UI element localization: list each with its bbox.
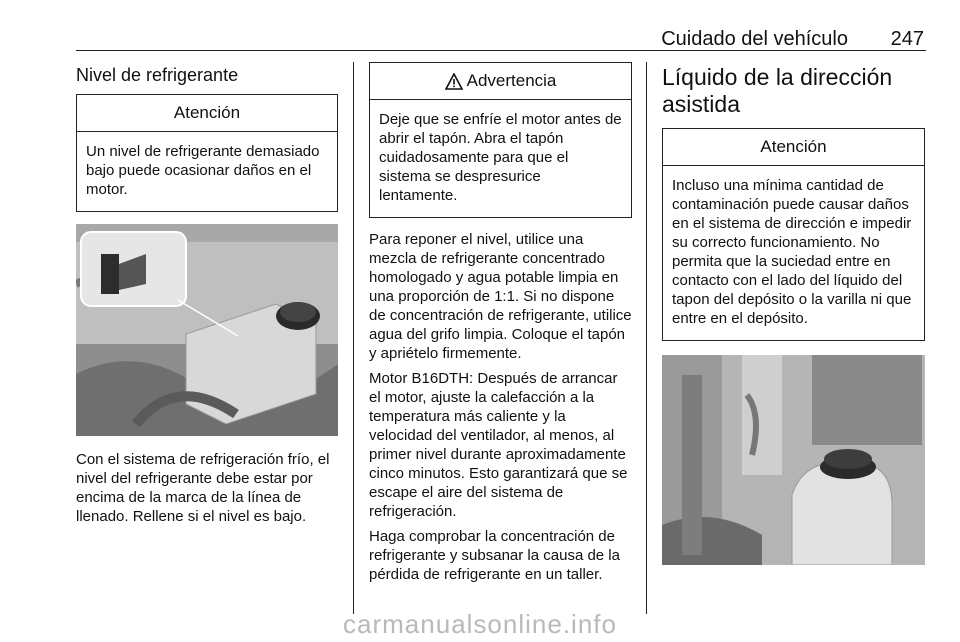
- page-header: [76, 0, 926, 51]
- watermark: carmanualsonline.info: [343, 609, 617, 639]
- notice-heading: [663, 129, 924, 166]
- column-divider: [646, 62, 647, 614]
- notice-box: [662, 128, 925, 341]
- coolant-reservoir-photo: [76, 224, 338, 436]
- warning-heading-text: Advertencia: [466, 71, 557, 90]
- notice-heading-text: Atención: [760, 137, 827, 156]
- column-2: [369, 62, 632, 590]
- header-title: Cuidado del vehículo: [661, 28, 848, 50]
- engine-b16dth-paragraph: Motor B16DTH: Después de arrancar el motor, ajuste la calefacción a la temperatura más caliente y la velocidad del ventilador, al menos, al primer nivel durante aproximadamente cinco minutos. Esto garantizará que se escape el aire del sistema de refrigeración.: [369, 370, 628, 520]
- warning-triangle-icon: [445, 73, 463, 90]
- notice-body: Un nivel de refrigerante demasiado bajo puede ocasionar daños en el motor.: [86, 143, 320, 198]
- notice-heading-text: Atención: [173, 103, 241, 122]
- notice-body: Incluso una mínima cantidad de contaminación puede causar daños en el sistema de dirección e impedir su correcto funcionamiento. No permita que la suciedad entre en contacto con el lado del líquido del tapon del depósito o la varilla ni que entre en el depósito.: [672, 177, 912, 327]
- column-1: [76, 62, 338, 532]
- power-steering-reservoir-photo: [662, 355, 925, 565]
- coolant-level-paragraph: Con el sistema de refrigeración frío, el nivel del refrigerante debe estar por encima de la marca de la línea de llenado. Rellene si el nivel es bajo.: [76, 451, 330, 525]
- column-divider: [353, 62, 354, 614]
- warning-body: Deje que se enfríe el motor antes de abrir el tapón. Abra el tapón cuidadosamente para que el sistema se despresurice lentamente.: [379, 111, 622, 204]
- column-3: [662, 62, 925, 579]
- workshop-paragraph: Haga comprobar la concentración de refrigerante y subsanar la causa de la pérdida de refrigerante en un taller.: [369, 528, 620, 583]
- engine-bay-illustration: [76, 224, 338, 436]
- warning-heading: [370, 63, 631, 100]
- section-title-coolant: Nivel de refrigerante: [76, 65, 239, 85]
- warning-box: [369, 62, 632, 218]
- refill-paragraph: Para reponer el nivel, utilice una mezcla de refrigerante concentrado homologado y agua potable limpia en una proporción de 1:1. Si no dispone de concentración de refrigerante, utilice agua del grifo limpia. Coloque el tapón y apriételo firmemente.: [369, 231, 632, 362]
- section-title-power-steering: Líquido de la dirección asistida: [662, 64, 893, 117]
- steering-reservoir-illustration: [662, 355, 925, 565]
- notice-box: [76, 94, 338, 212]
- notice-heading: [77, 95, 337, 132]
- page-number: 247: [890, 28, 924, 50]
